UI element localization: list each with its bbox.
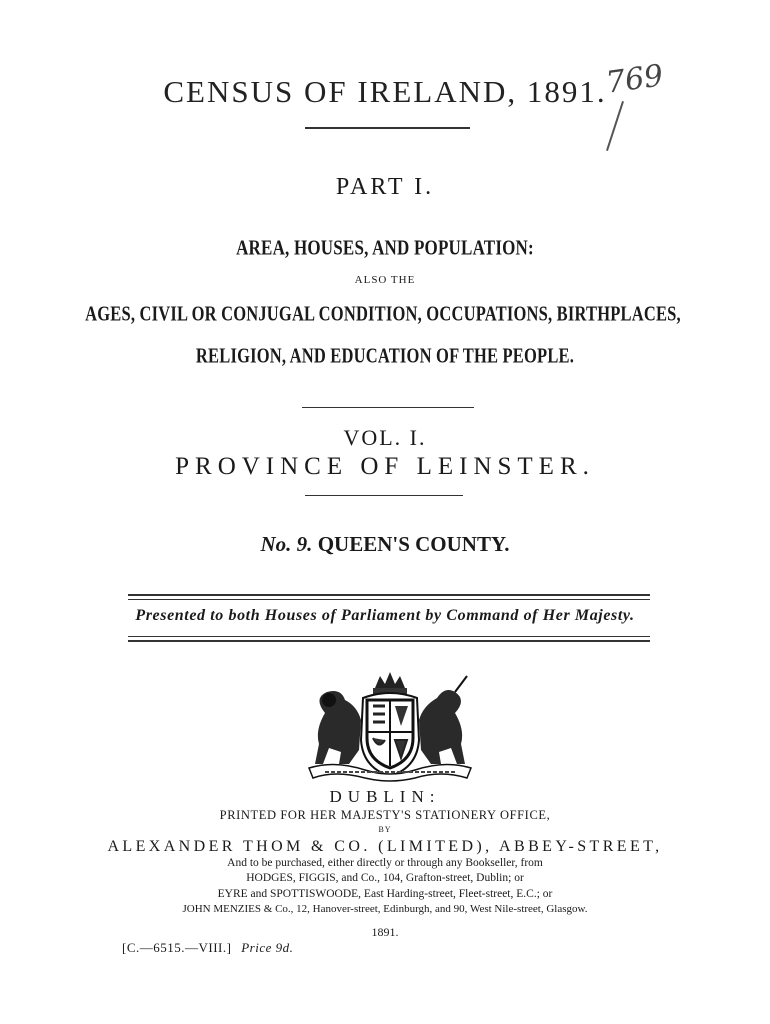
- imprint-city: DUBLIN:: [329, 787, 441, 806]
- subject-rule: [302, 407, 474, 408]
- presented-rule-bottom-2: [128, 640, 650, 642]
- county-heading: [0, 532, 770, 557]
- price: Price 9d.: [241, 940, 294, 955]
- county-number: No. 9.: [260, 532, 313, 556]
- part-heading: PART I.: [335, 174, 435, 200]
- presented-line: Presented to both Houses of Parliament by Command of Her Majesty.: [135, 607, 635, 624]
- subject-line-1: AREA, HOUSES, AND POPULATION:: [236, 235, 534, 260]
- presented-rule-top-1: [128, 594, 650, 596]
- subject-line-3: RELIGION, AND EDUCATION OF THE PEOPLE.: [195, 343, 575, 368]
- imprint-purchase-2: HODGES, FIGGIS, and Co., 104, Grafton-street, Dublin; or: [246, 872, 524, 884]
- volume-label: VOL. I.: [343, 425, 427, 450]
- presented-rule-top-2: [128, 599, 650, 600]
- county-name: QUEEN'S COUNTY.: [317, 532, 510, 556]
- imprint-printer: ALEXANDER THOM & CO. (LIMITED), ABBEY-STREET,: [107, 838, 663, 855]
- province-rule: [305, 495, 463, 496]
- imprint-purchase-3: EYRE and SPOTTISWOODE, East Harding-street, Fleet-street, E.C.; or: [217, 888, 553, 900]
- imprint-year: 1891.: [371, 925, 399, 939]
- imprint-purchase-4: JOHN MENZIES & Co., 12, Hanover-street, Edinburgh, and 90, West Nile-street, Glasgow.: [182, 903, 588, 915]
- title-rule: [305, 127, 470, 129]
- subject-also: ALSO THE: [354, 274, 416, 286]
- presented-rule-bottom-1: [128, 636, 650, 637]
- imprint-by: BY: [378, 825, 392, 834]
- royal-coat-of-arms-icon: [305, 668, 475, 783]
- imprint-purchase-1: And to be purchased, either directly or through any Bookseller, from: [227, 857, 543, 869]
- command-number: [C.—6515.—VIII.]: [122, 940, 232, 955]
- subject-line-2: AGES, CIVIL OR CONJUGAL CONDITION, OCCUPATIONS, BIRTHPLACES,: [85, 301, 681, 326]
- province-label: PROVINCE OF LEINSTER.: [175, 453, 595, 480]
- command-paper-number: [122, 940, 293, 956]
- page-title: CENSUS OF IRELAND, 1891.: [163, 74, 607, 109]
- handwritten-annotation: 769: [603, 58, 666, 101]
- imprint-printed-for: PRINTED FOR HER MAJESTY'S STATIONERY OFFICE,: [219, 808, 551, 822]
